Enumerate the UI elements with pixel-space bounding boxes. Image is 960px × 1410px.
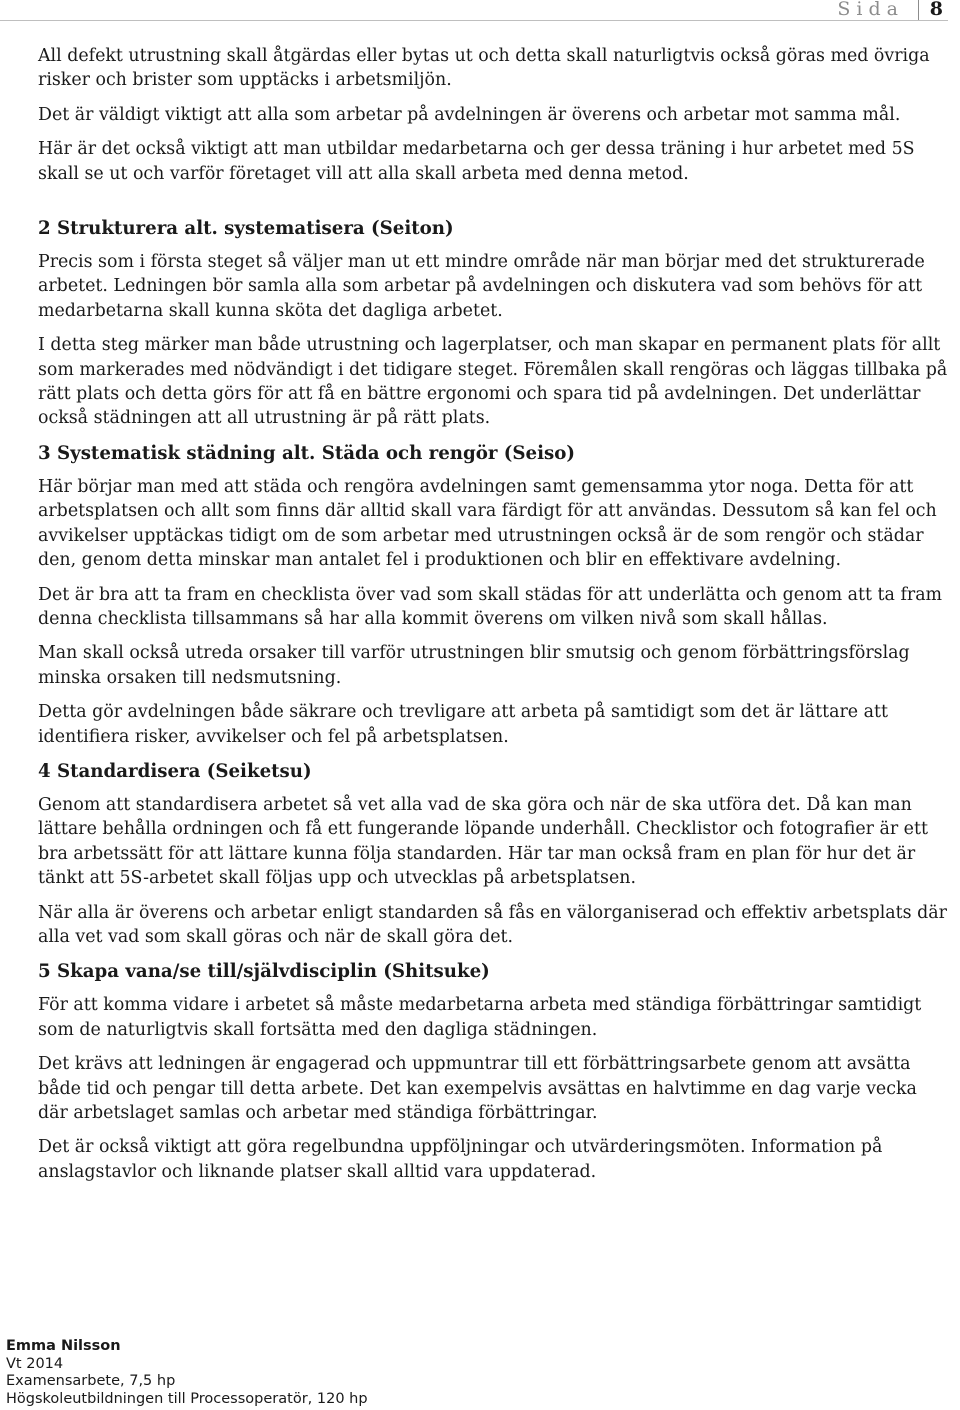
paragraph: All defekt utrustning skall åtgärdas eller bytas ut och detta skall naturligtvis också göras med övriga risker och brister som upptäcks i arbetsmiljön. — [38, 46, 930, 91]
paragraph: Det krävs att ledningen är engagerad och uppmuntrar till ett förbättringsarbete genom att avsätta både tid och pengar till detta arbete. Det kan exempelvis avsättas en halvtimme en dag varje vecka där arbetslaget samlas och arbetar med ständiga förbättringar. — [38, 1054, 917, 1123]
paragraph: Här är det också viktigt att man utbildar medarbetarna och ger dessa träning i hur arbetet med 5S skall se ut och varför företaget vill att alla skall arbeta med denna metod. — [38, 139, 915, 184]
header-divider — [918, 0, 919, 20]
page-header — [0, 0, 948, 21]
section-heading: 2 Strukturera alt. systematisera (Seiton) — [38, 218, 454, 240]
paragraph: När alla är överens och arbetar enligt standarden så fås en välorganiserad och effektiv arbetsplats där alla vet vad som skall göras och när de skall göra det. — [38, 902, 947, 947]
section-heading: 5 Skapa vana/se till/självdisciplin (Shitsuke) — [38, 961, 490, 983]
section-heading: 4 Standardisera (Seiketsu) — [38, 760, 312, 782]
paragraph: Genom att standardisera arbetet så vet alla vad de ska göra och när de ska utföra det. Då kan man lättare behålla ordningen och få ett fungerande löpande underhåll. Checklistor och fotografier är ett bra arbetssätt för att lättare kunna följa standarden. Här tar man också fram en plan för hur det är tänkt att 5S-arbetet skall följas upp och utvecklas på arbetsplatsen. — [38, 794, 928, 889]
footer-program: Högskoleutbildningen till Processoperatör, 120 hp — [6, 1391, 368, 1408]
document-body — [38, 44, 950, 1194]
paragraph: I detta steg märker man både utrustning och lagerplatser, och man skapar en permanent plats för allt som markerades med nödvändigt i det tidigare steget. Föremålen skall rengöras och läggas tillbaka på rätt plats och detta görs för att få en bättre ergonomi och spara tid på avdelningen. Det underlättar också städningen att all utrustning är på rätt plats. — [38, 335, 948, 429]
paragraph: Precis som i första steget så väljer man ut ett mindre område när man börjar med det strukturerade arbetet. Ledningen bör samla alla som arbetar på avdelningen och diskutera vad som behövs för att medarbetarna skall kunna sköta det dagliga arbetet. — [38, 252, 925, 321]
paragraph: För att komma vidare i arbetet så måste medarbetarna arbeta med ständiga förbättringar samtidigt som de naturligtvis skall fortsätta med den dagliga städningen. — [38, 995, 922, 1040]
page-label: Sida — [837, 0, 904, 20]
paragraph: Detta gör avdelningen både säkrare och trevligare att arbeta på samtidigt som det är lättare att identifiera risker, avvikelser och fel på arbetsplatsen. — [38, 702, 888, 747]
paragraph: Det är bra att ta fram en checklista över vad som skall städas för att underlätta och genom att ta fram denna checklista tillsammans så har alla kommit överens om vilken nivå som skall hållas. — [38, 584, 943, 629]
section-heading: 3 Systematisk städning alt. Städa och rengör (Seiso) — [38, 442, 575, 464]
footer-author: Emma Nilsson — [6, 1338, 121, 1354]
paragraph: Det är också viktigt att göra regelbundna uppföljningar och utvärderingsmöten. Information på anslagstavlor och liknande platser skall alltid vara uppdaterad. — [38, 1137, 883, 1182]
footer-course: Examensarbete, 7,5 hp — [6, 1373, 176, 1390]
page-number: 8 — [929, 0, 943, 20]
paragraph: Det är väldigt viktigt att alla som arbetar på avdelningen är överens och arbetar mot samma mål. — [38, 104, 901, 125]
paragraph: Man skall också utreda orsaker till varför utrustningen blir smutsig och genom förbättringsförslag minska orsaken till nedsmutsning. — [38, 643, 910, 688]
paragraph: Här börjar man med att städa och rengöra avdelningen samt gemensamma ytor noga. Detta för att arbetsplatsen och allt som finns där alltid skall vara färdigt för att användas. Dessutom så kan fel och avvikelser upptäckas tidigt om de som arbetar med utrustningen också är de som rengör och städar den, genom detta minskar man antalet fel i produktionen och blir en effektivare avdelning. — [38, 476, 937, 571]
page-footer — [6, 1338, 368, 1409]
footer-term: Vt 2014 — [6, 1355, 64, 1372]
